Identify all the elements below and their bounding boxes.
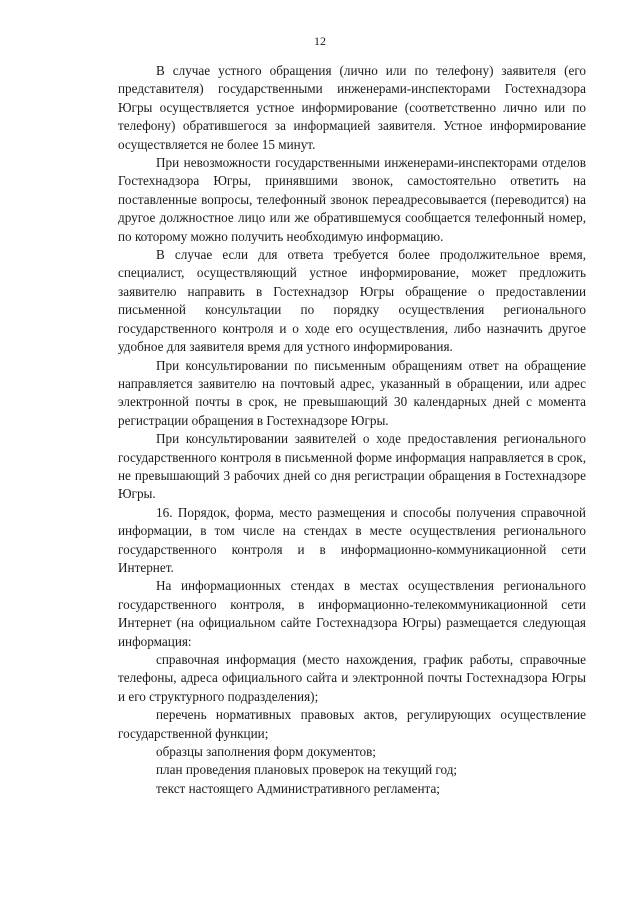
list-item: план проведения плановых проверок на текущий год; — [156, 762, 458, 778]
list-item: образцы заполнения форм документов; — [156, 744, 376, 760]
paragraph-longer-response: В случае если для ответа требуется более продолжительное время, специалист, осуществляющий устное информирование, может предложить заявителю направить в Гостехнадзор Югры обращение о предоставлении письменной консультации по порядку осуществления регионального государственного контроля и о ходе его осуществления, либо назначить другое удобное для заявителя время для устного информирования. — [118, 247, 586, 355]
page-number: 12 — [314, 34, 326, 48]
paragraph-call-redirect: При невозможности государственными инженерами-инспекторами отделов Гостехнадзора Югры, принявшими звонок, самостоятельно ответить на поставленные вопросы, телефонный звонок переадресовывается (переводится) на другое должностное лицо или же обратившемуся сообщается телефонный номер, по которому можно получить необходимую информацию. — [118, 155, 586, 244]
paragraph-oral-inquiry: В случае устного обращения (лично или по телефону) заявителя (его представителя) государственными инженерами-инспекторами Гостехнадзора Югры осуществляется устное информирование (соответственно лично или по телефону) обратившегося за информацией заявителя. Устное информирование осуществляется не более 15 минут. — [118, 63, 586, 152]
paragraph-written-progress: При консультировании заявителей о ходе предоставления регионального государственного контроля в письменной форме информация направляется в срок, не превышающий 3 рабочих дней со дня регистрации обращения в Гостехнадзоре Югры. — [118, 431, 586, 502]
document-body — [118, 62, 586, 798]
paragraph-stands-info: На информационных стендах в местах осуществления регионального государственного контроля, в информационно-телекоммуникационной сети Интернет (на официальном сайте Гостехнадзора Югры) размещается следующая информация: — [118, 578, 586, 649]
paragraph-written-inquiries: При консультировании по письменным обращениям ответ на обращение направляется заявителю на почтовый адрес, указанный в обращении, или адрес электронной почты в срок, не превышающий 30 календарных дней с момента регистрации обращения в Гостехнадзоре Югры. — [118, 357, 586, 428]
list-item: справочная информация (место нахождения, график работы, справочные телефоны, адреса официального сайта и электронной почты Гостехнадзора Югры и его структурного подразделения); — [118, 652, 586, 704]
section-16-heading: 16. Порядок, форма, место размещения и способы получения справочной информации, в том числе на стендах в месте осуществления регионального государственного контроля и в информационно-коммуникационной сети Интернет. — [118, 504, 586, 575]
list-item: перечень нормативных правовых актов, регулирующих осуществление государственной функции; — [118, 707, 586, 741]
list-item: текст настоящего Административного регламента; — [156, 780, 440, 796]
